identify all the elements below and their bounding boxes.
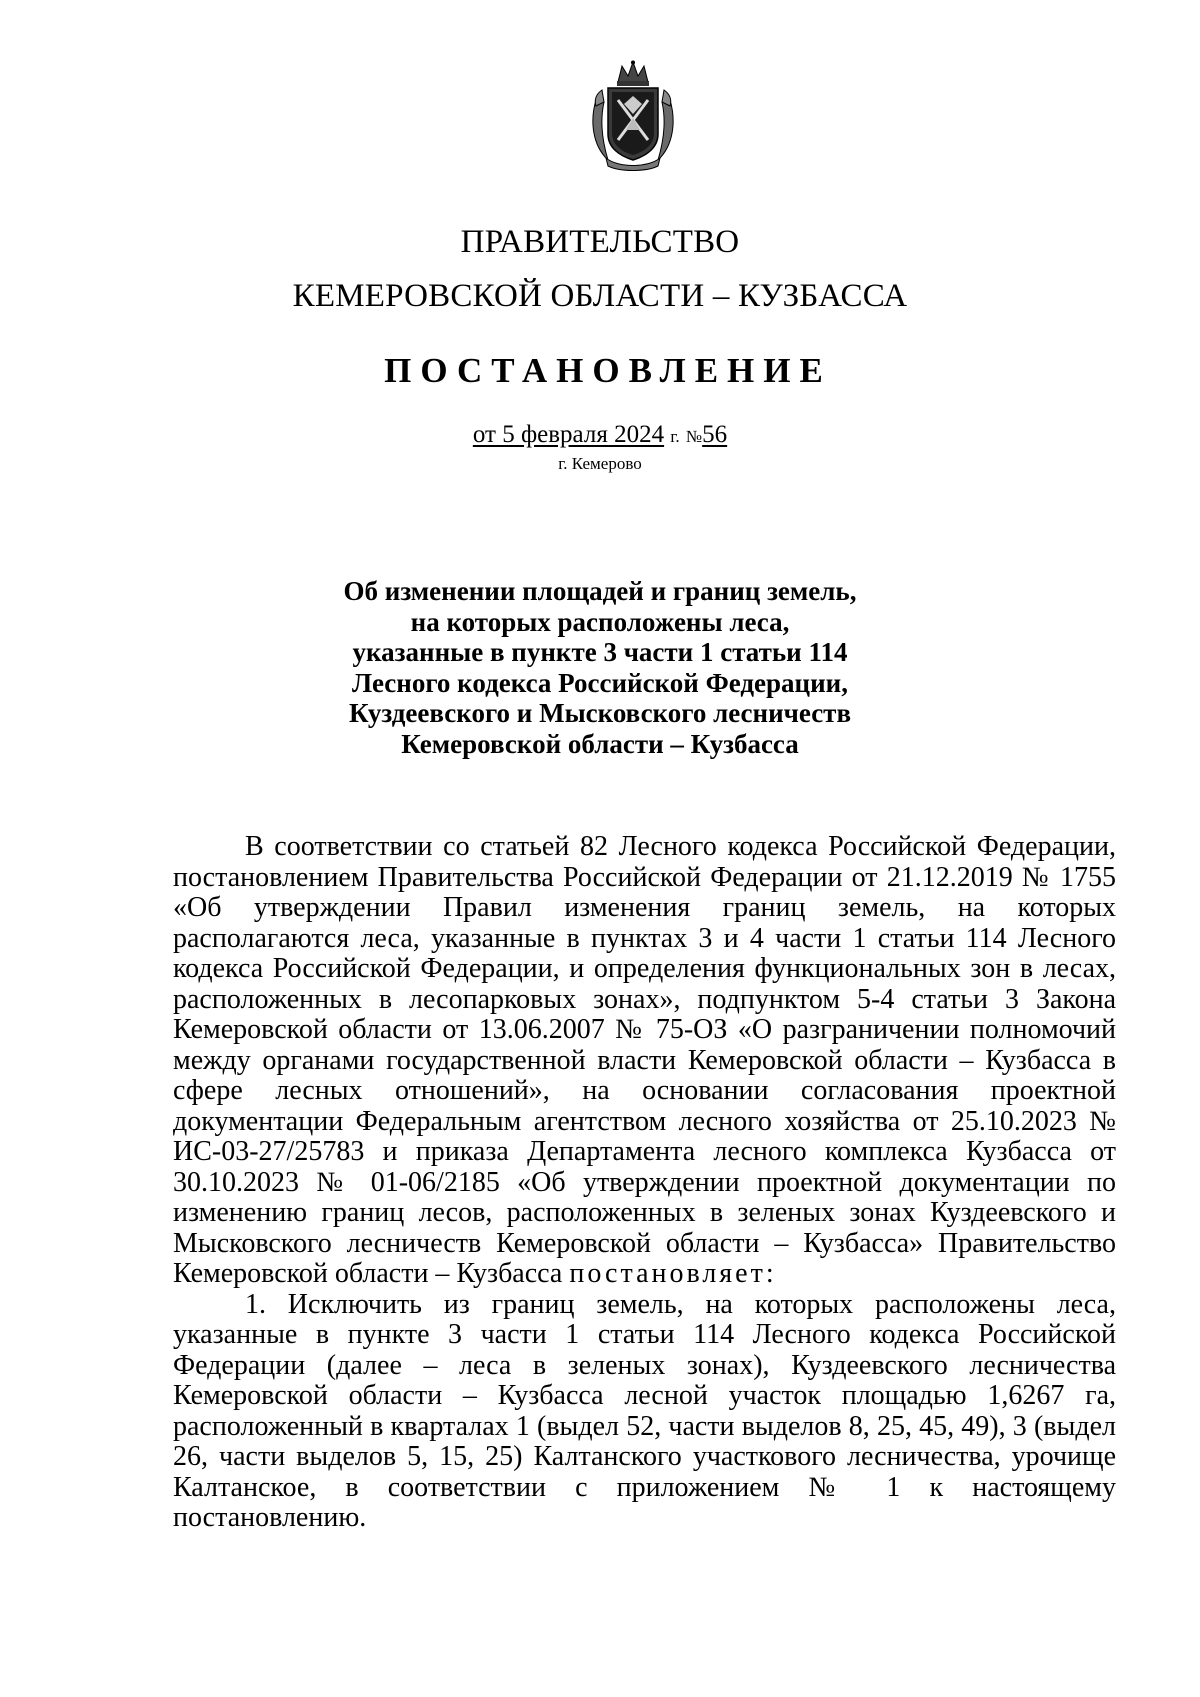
decree-number: 56 xyxy=(702,421,728,448)
decree-word: постановляет: xyxy=(569,1258,777,1289)
title-line: Кемеровской области – Кузбасса xyxy=(401,728,799,759)
coat-of-arms-emblem xyxy=(588,60,678,172)
document-type-heading: ПОСТАНОВЛЕНИЕ xyxy=(384,351,832,390)
city-name: г. Кемерово xyxy=(558,454,642,473)
title-line: указанные в пункте 3 части 1 статьи 114 xyxy=(352,637,848,667)
decree-date: от 5 февраля 2024 xyxy=(472,421,665,448)
date-number-line xyxy=(0,422,1200,447)
preamble-text: В соответствии со статьей 82 Лесного кодекса Российской Федерации, постановлением Правительства Российской Федерации от 21.12.2019 № 1755 «Об утверждении Правил изменения границ земель, на которых располагаются леса, указанные в пунктах 3 и 4 части 1 статьи 114 Лесного кодекса Российской Федерации, и определения функциональных зон в лесах, расположенных в лесопарковых зонах», подпунктом 5-4 статьи 3 Закона Кемеровской области от 13.06.2007 № 75-ОЗ «О разграничении полномочий между органами государственной власти Кемеровской области – Кузбасса в сфере лесных отношений», на основании согласования проектной документации Федеральным агентством лесного хозяйства от 25.10.2023 № ИС-03-27/25783 и приказа Департамента лесного комплекса Кузбасса от 30.10.2023 № 01-06/2185 «Об утверждении проектной документации по изменению границ лесов, расположенных в зеленых зонах Куздеевского и Мысковского лесничеств Кемеровской области – Кузбасса» Правительство Кемеровской области – Кузбасса xyxy=(173,831,1116,1289)
title-line: Об изменении площадей и границ земель, xyxy=(343,576,857,606)
item-1-paragraph: 1. Исключить из границ земель, на которых расположены леса, указанные в пункте 3 части 1 статьи 114 Лесного кодекса Российской Федерации (далее – леса в зеленых зонах), Куздеевского лесничества Кемеровской области – Кузбасса лесной участок площадью 1,6267 га, расположенный в кварталах 1 (выдел 52, части выделов 8, 25, 45, 49), 3 (выдел 26, части выделов 5, 15, 25) Калтанского участкового лесничества, урочище Калтанское, в соответствии с приложением № 1 к настоящему постановлению. xyxy=(173,1288,1116,1533)
year-suffix: г. xyxy=(670,427,680,446)
decree-title xyxy=(0,576,1200,759)
government-name-line2: КЕМЕРОВСКОЙ ОБЛАСТИ – КУЗБАССА xyxy=(292,278,908,314)
decree-body xyxy=(173,832,1116,1534)
preamble-paragraph xyxy=(173,832,1116,1290)
government-name-line1: ПРАВИТЕЛЬСТВО xyxy=(460,224,740,260)
title-line: на которых расположены леса, xyxy=(410,606,790,637)
number-sign: № xyxy=(685,427,703,446)
title-line: Куздеевского и Мысковского лесничеств xyxy=(348,698,852,728)
title-line: Лесного кодекса Российской Федерации, xyxy=(352,667,848,698)
